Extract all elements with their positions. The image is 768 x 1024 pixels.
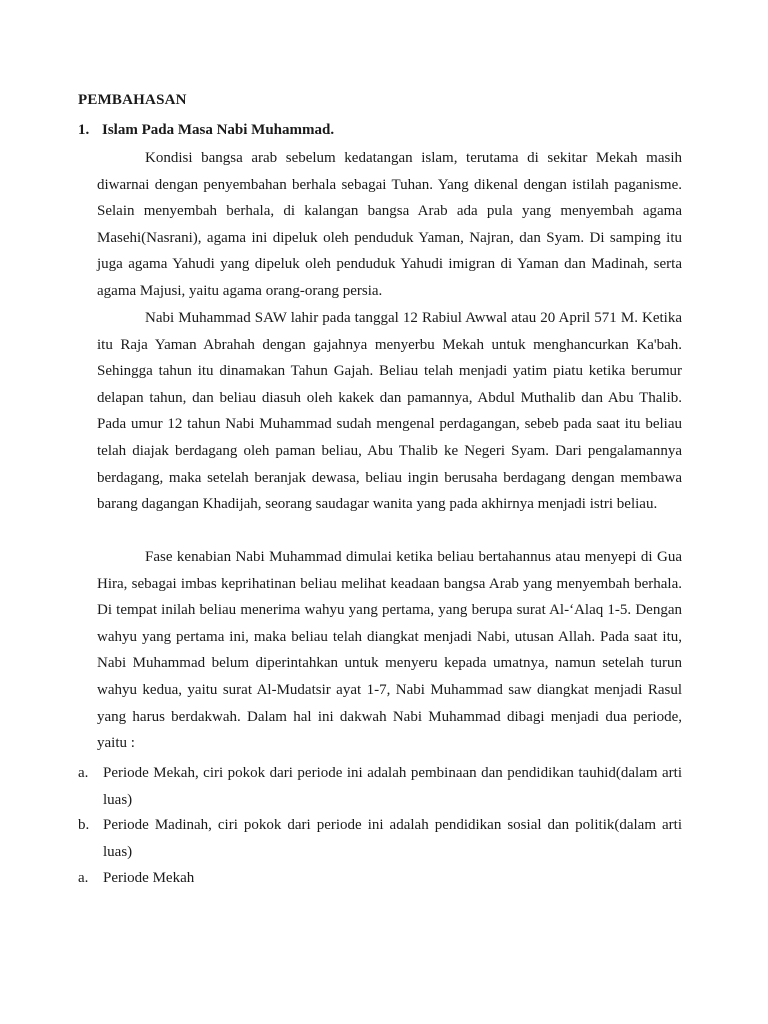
section-title — [78, 122, 334, 139]
list-item — [78, 865, 682, 892]
paragraph-3-text: Fase kenabian Nabi Muhammad dimulai ketika beliau bertahannus atau menyepi di Gua Hira, sebagai imbas keprihatinan beliau melihat keadaan bangsa Arab yang menyembah berhala. Di tempat inilah beliau menerima wahyu yang pertama, yang berupa surat Al-‘Alaq 1-5. Dengan wahyu yang pertama ini, maka beliau telah diangkat menjadi Nabi, utusan Allah. Pada saat itu, Nabi Muhammad belum diperintahkan untuk menyeru kepada umatnya, namun setelah turun wahyu kedua, yaitu surat Al-Mudatsir ayat 1-7, Nabi Muhammad saw diangkat menjadi Rasul yang harus berdakwah. Dalam hal ini dakwah Nabi Muhammad dibagi menjadi dua periode, yaitu : — [97, 549, 682, 752]
list-marker: a. — [78, 765, 89, 781]
list-marker: a. — [78, 870, 89, 886]
list-item — [78, 760, 682, 813]
list-item — [78, 812, 682, 865]
list-marker: b. — [78, 817, 90, 833]
section-number: 1. — [78, 122, 90, 138]
paragraph-2 — [97, 305, 682, 518]
page-heading: PEMBAHASAN — [78, 92, 187, 108]
paragraph-1-text: Kondisi bangsa arab sebelum kedatangan islam, terutama di sekitar Mekah masih diwarnai dengan penyembahan berhala sebagai Tuhan. Yang dikenal dengan istilah paganisme. Selain menyembah berhala, di kalangan bangsa Arab ada pula yang menyembah agama Masehi(Nasrani), agama ini dipeluk oleh penduduk Yaman, Najran, dan Syam. Di samping itu juga agama Yahudi yang dipeluk oleh penduduk Yahudi imigran di Yaman dan Madinah, serta agama Majusi, yaitu agama orang-orang persia. — [97, 150, 682, 299]
list-item-text: Periode Mekah — [103, 870, 195, 886]
section-title-text: Islam Pada Masa Nabi Muhammad. — [102, 122, 335, 138]
paragraph-2-text: Nabi Muhammad SAW lahir pada tanggal 12 Rabiul Awwal atau 20 April 571 M. Ketika itu Raja Yaman Abrahah dengan gajahnya menyerbu Mekah untuk menghancurkan Ka'bah. Sehingga tahun itu dinamakan Tahun Gajah. Beliau telah menjadi yatim piatu ketika berumur delapan tahun, dan beliau diasuh oleh kakek dan pamannya, Abdul Muthalib dan Abu Thalib. Pada umur 12 tahun Nabi Muhammad sudah mengenal perdagangan, sebeb pada saat itu beliau telah diajak berdagang oleh paman beliau, Abu Thalib ke Negeri Syam. Dari pengalamannya berdagang, maka setelah beranjak dewasa, beliau ingin berusaha berdagang dengan membawa barang dagangan Khadijah, seorang saudagar wanita yang pada akhirnya menjadi istri beliau. — [97, 310, 682, 513]
paragraph-1 — [97, 145, 682, 305]
list-item-text: Periode Mekah, ciri pokok dari periode ini adalah pembinaan dan pendidikan tauhid(dalam arti luas) — [103, 765, 682, 808]
paragraph-3 — [97, 544, 682, 757]
list-item-text: Periode Madinah, ciri pokok dari periode ini adalah pendidikan sosial dan politik(dalam arti luas) — [103, 817, 682, 860]
